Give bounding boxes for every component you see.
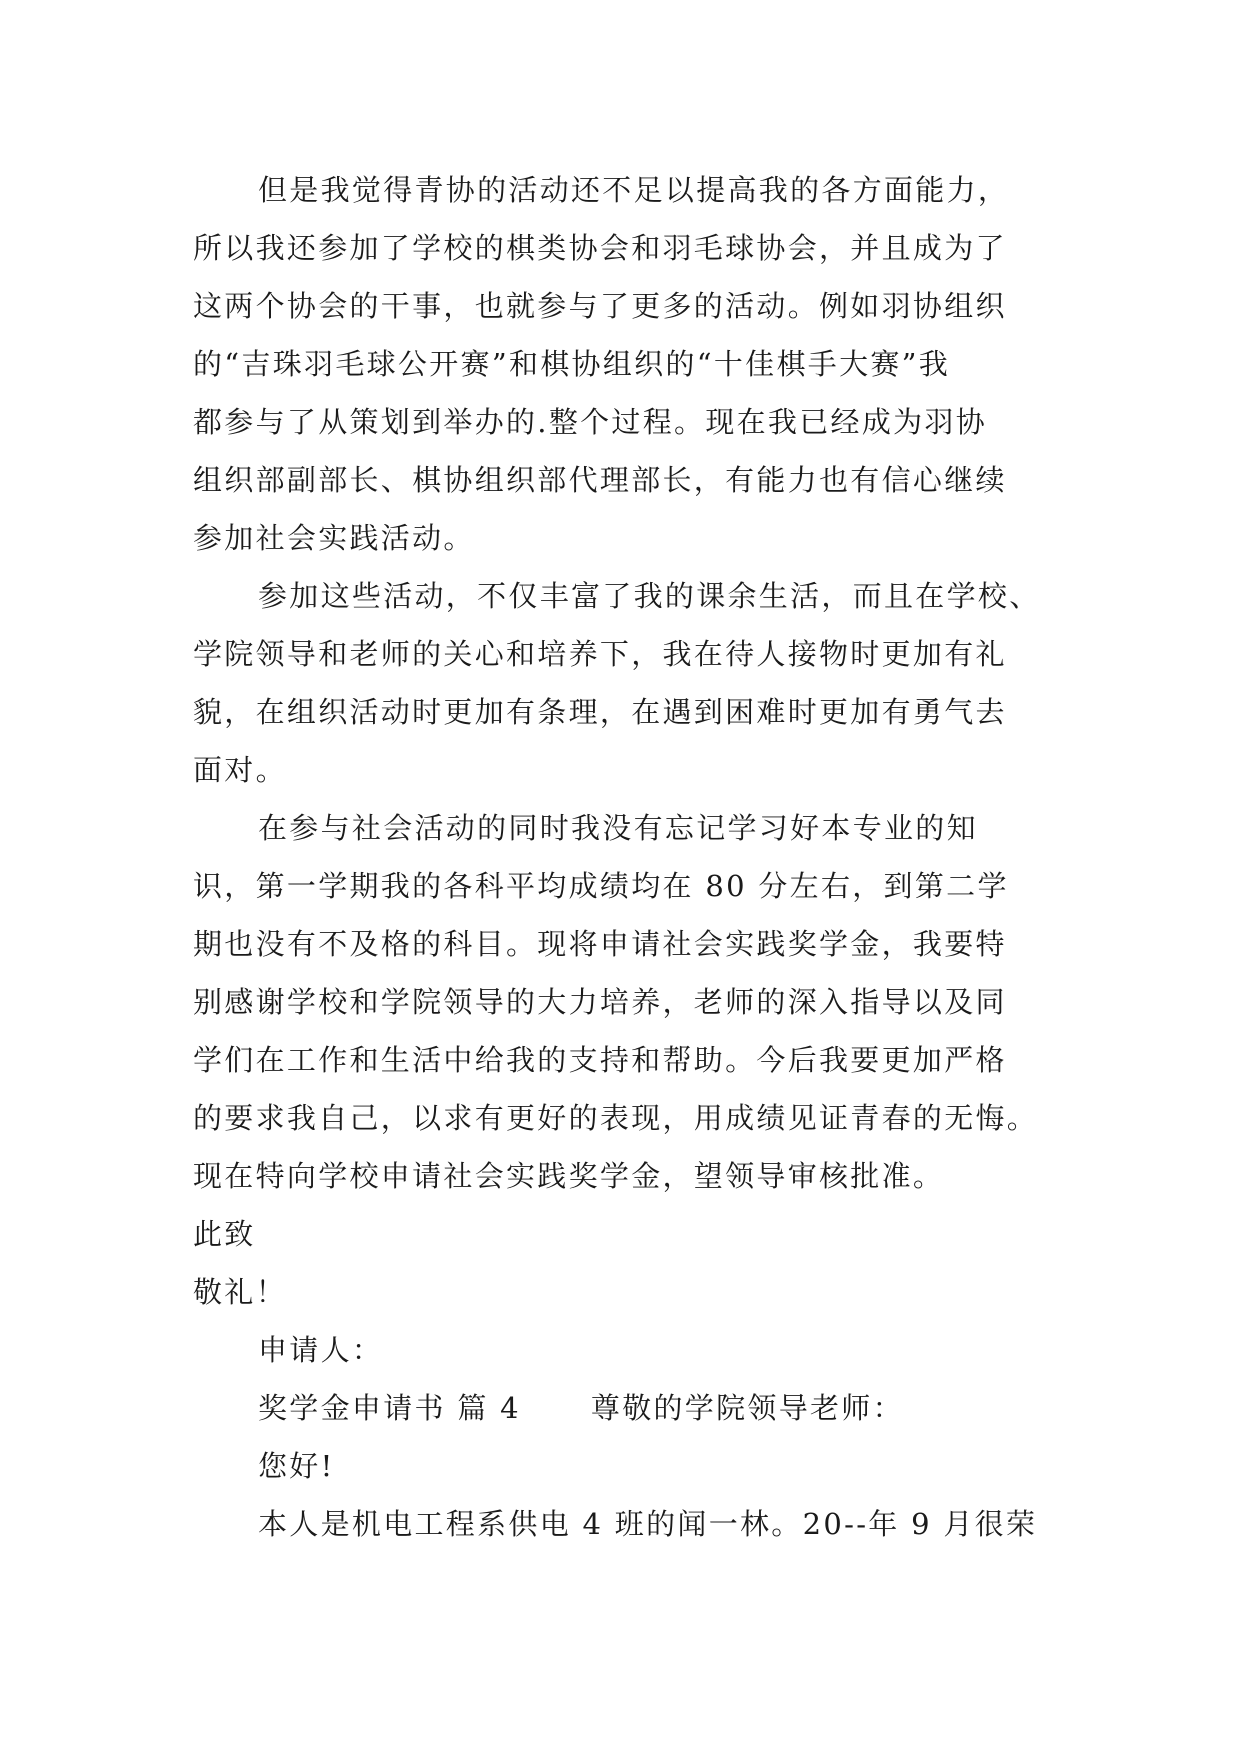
paragraph-3-line-4: 别感谢学校和学院领导的大力培养，老师的深入指导以及同 <box>193 985 1007 1019</box>
paragraph-3-line-6: 的要求我自己，以求有更好的表现，用成绩见证青春的无悔。 <box>193 1101 1039 1135</box>
applicant-label: 申请人： <box>258 1333 384 1367</box>
paragraph-3-line-1: 在参与社会活动的同时我没有忘记学习好本专业的知 <box>258 811 978 845</box>
next-letter-body-line-1: 本人是机电工程系供电 4 班的闻一林。20--年 9 月很荣 <box>258 1507 1038 1541</box>
paragraph-3-line-3: 期也没有不及格的科目。现将申请社会实践奖学金，我要特 <box>193 927 1007 961</box>
paragraph-1-line-1: 但是我觉得青协的活动还不足以提高我的各方面能力， <box>258 173 1010 207</box>
paragraph-2-line-4: 面对。 <box>193 753 287 787</box>
closing-regards: 敬礼！ <box>193 1275 287 1309</box>
paragraph-1-line-4: 的“吉珠羽毛球公开赛”和棋协组织的“十佳棋手大赛”我 <box>193 347 951 381</box>
paragraph-2-line-1: 参加这些活动，不仅丰富了我的课余生活，而且在学校、 <box>258 579 1041 613</box>
paragraph-3-line-5: 学们在工作和生活中给我的支持和帮助。今后我要更加严格 <box>193 1043 1007 1077</box>
section-title: 奖学金申请书 篇 4 <box>258 1391 521 1425</box>
paragraph-1-line-7: 参加社会实践活动。 <box>193 521 475 555</box>
next-letter-greeting: 尊敬的学院领导老师： <box>590 1391 904 1425</box>
paragraph-3-line-2: 识，第一学期我的各科平均成绩均在 80 分左右，到第二学 <box>193 869 1009 903</box>
paragraph-1-line-3: 这两个协会的干事，也就参与了更多的活动。例如羽协组织 <box>193 289 1007 323</box>
closing-salutation: 此致 <box>193 1217 256 1251</box>
greeting-hello: 您好! <box>258 1449 335 1483</box>
next-letter-heading-line <box>258 1388 904 1428</box>
paragraph-1-line-5: 都参与了从策划到举办的.整个过程。现在我已经成为羽协 <box>193 405 988 439</box>
paragraph-1-line-6: 组织部副部长、棋协组织部代理部长，有能力也有信心继续 <box>193 463 1007 497</box>
paragraph-3-line-7: 现在特向学校申请社会实践奖学金，望领导审核批准。 <box>193 1159 945 1193</box>
paragraph-2-line-3: 貌，在组织活动时更加有条理，在遇到困难时更加有勇气去 <box>193 695 1007 729</box>
paragraph-1-line-2: 所以我还参加了学校的棋类协会和羽毛球协会，并且成为了 <box>193 231 1007 265</box>
paragraph-2-line-2: 学院领导和老师的关心和培养下，我在待人接物时更加有礼 <box>193 637 1007 671</box>
